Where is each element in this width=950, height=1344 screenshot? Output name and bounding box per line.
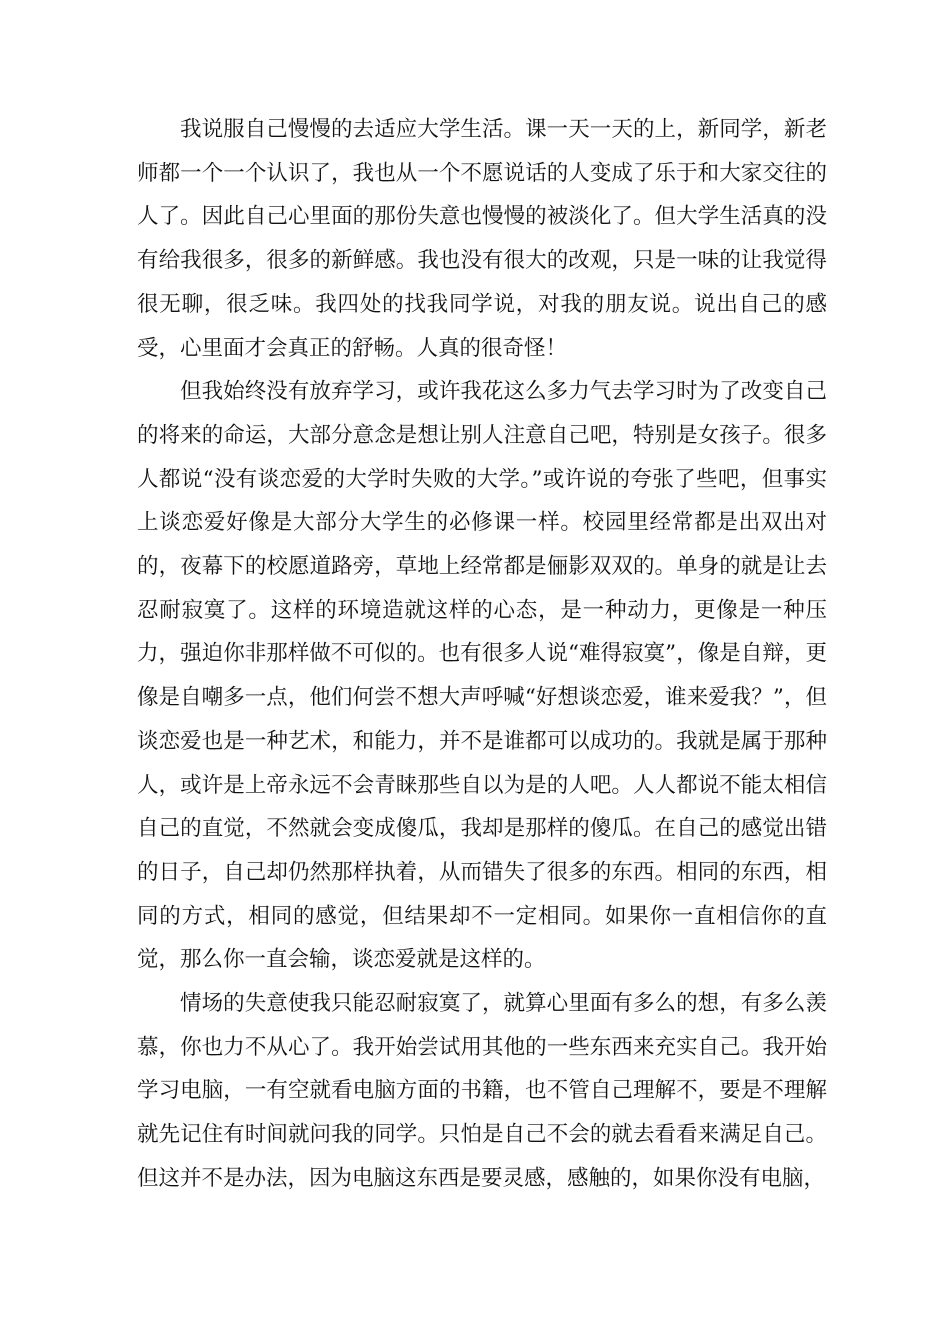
- paragraph-1: 我说服自己慢慢的去适应大学生活。课一天一天的上，新同学，新老师都一个一个认识了，我也从一个不愿说话的人变成了乐于和大家交往的人了。因此自己心里面的那份失意也慢慢的被淡化了。但大学生活真的没有给我很多，很多的新鲜感。我也没有很大的改观，只是一味的让我觉得很无聊，很乏味。我四处的找我同学说，对我的朋友说。说出自己的感受，心里面才会真正的舒畅。人真的很奇怪！: [137, 117, 827, 361]
- document-body: [137, 108, 827, 1201]
- paragraph-3: 情场的失意使我只能忍耐寂寞了，就算心里面有多么的想，有多么羡慕，你也力不从心了。我开始尝试用其他的一些东西来充实自己。我开始学习电脑，一有空就看电脑方面的书籍，也不管自己理解不，要是不理解就先记住有时间就问我的同学。只怕是自己不会的就去看看来满足自己。但这并不是办法，因为电脑这东西是要灵感，感触的，如果你没有电脑，: [137, 991, 827, 1191]
- paragraph-2: 但我始终没有放弃学习，或许我花这么多力气去学习时为了改变自己的将来的命运，大部分意念是想让别人注意自己吧，特别是女孩子。很多人都说“没有谈恋爱的大学时失败的大学。”或许说的夸张了些吧，但事实上谈恋爱好像是大部分大学生的必修课一样。校园里经常都是出双出对的，夜幕下的校愿道路旁，草地上经常都是俪影双双的。单身的就是让去忍耐寂寞了。这样的环境造就这样的心态，是一种动力，更像是一种压力，强迫你非那样做不可似的。也有很多人说“难得寂寞”，像是自辩，更像是自嘲多一点，他们何尝不想大声呼喊“好想谈恋爱，谁来爱我？”，但谈恋爱也是一种艺术，和能力，并不是谁都可以成功的。我就是属于那种人，或许是上帝永远不会青睐那些自以为是的人吧。人人都说不能太相信自己的直觉，不然就会变成傻瓜，我却是那样的傻瓜。在自己的感觉出错的日子，自己却仍然那样执着，从而错失了很多的东西。相同的东西，相同的方式，相同的感觉，但结果却不一定相同。如果你一直相信你的直觉，那么你一直会输，谈恋爱就是这样的。: [137, 379, 827, 973]
